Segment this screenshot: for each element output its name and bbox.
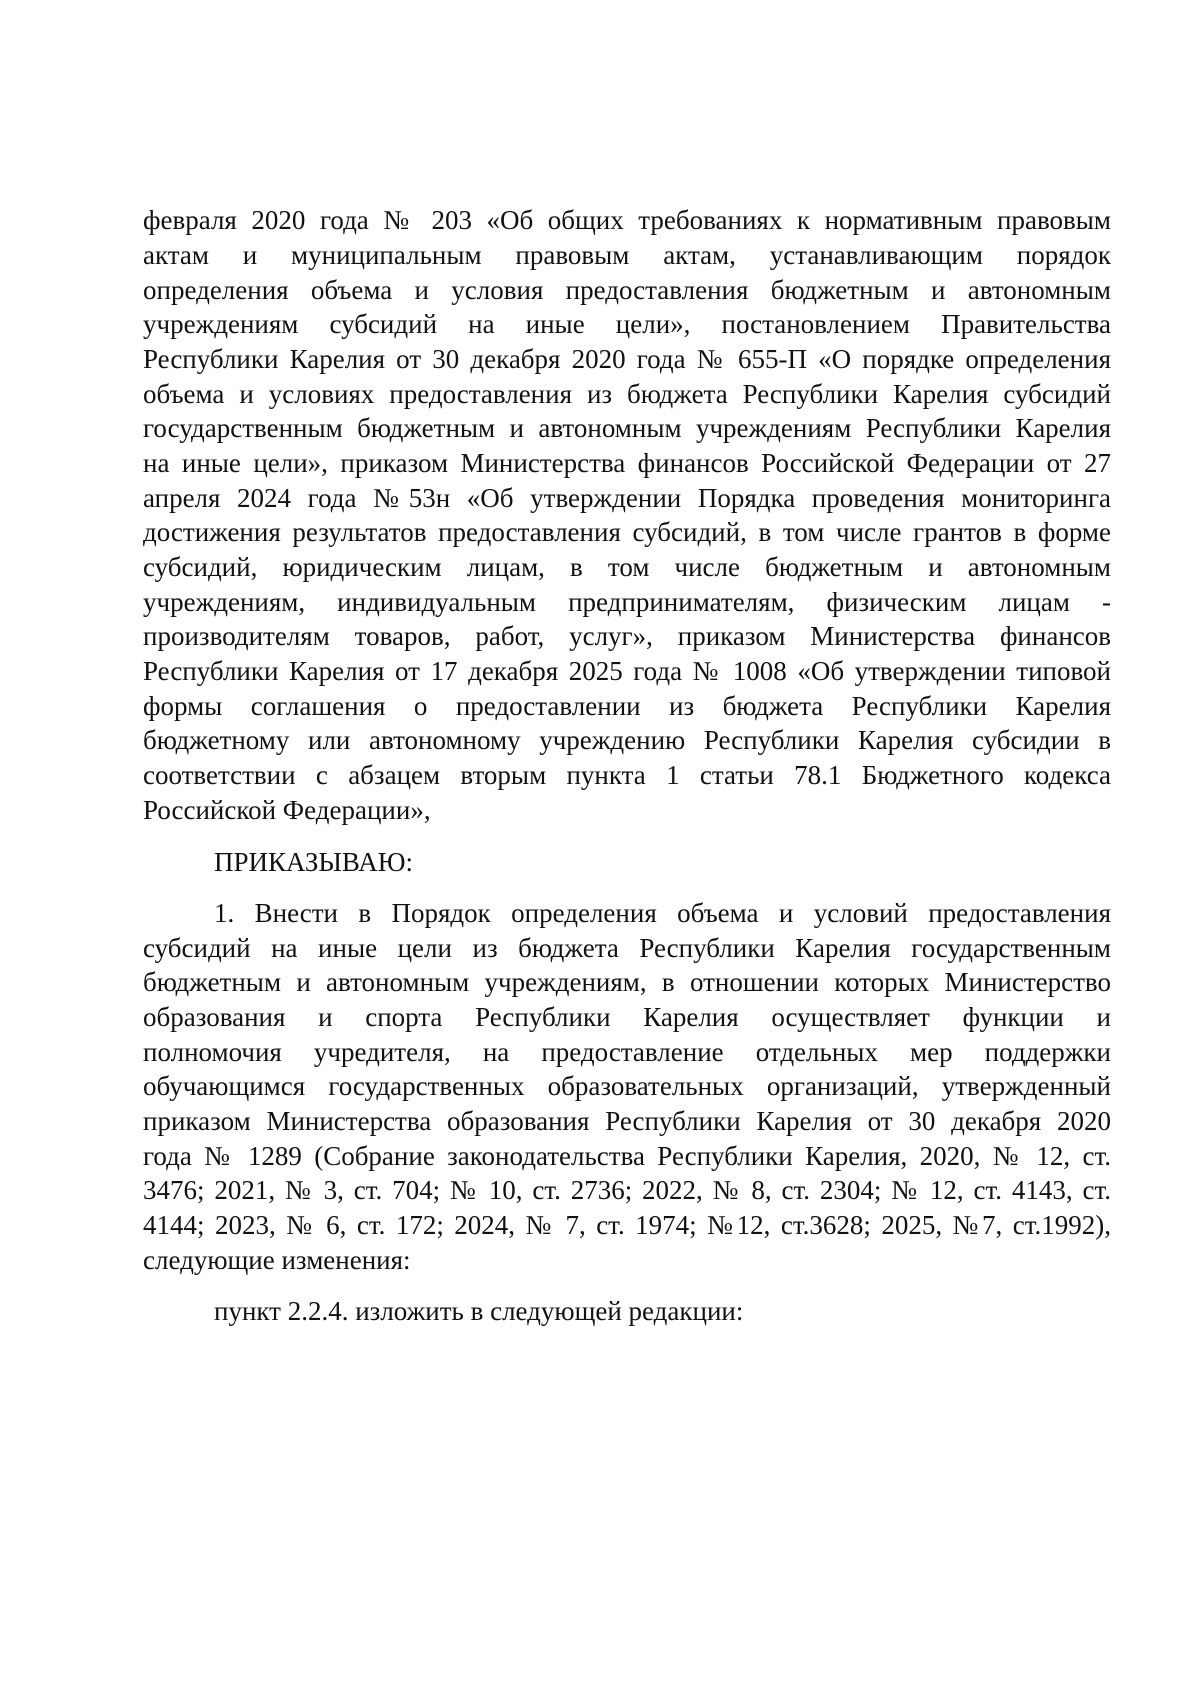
- text-line: актам и муниципальным правовым актам, устанавливающим порядок: [143, 240, 1111, 270]
- text-line: года № 1289 (Собрание законодательства Республики Карелия, 2020, № 12, ст.: [143, 1141, 1111, 1171]
- text-line: учреждениям, индивидуальным предпринимателям, физическим лицам -: [143, 587, 1111, 617]
- text-line: Российской Федерации»,: [143, 795, 431, 825]
- text-line: следующие изменения:: [143, 1245, 411, 1275]
- text-line: апреля 2024 года №53н «Об утверждении Порядка проведения мониторинга: [143, 483, 1111, 513]
- text-line: субсидий на иные цели из бюджета Республики Карелия государственным: [143, 933, 1111, 963]
- text-line: государственным бюджетным и автономным учреждениям Республики Карелия: [143, 413, 1111, 443]
- text-line: объема и условиях предоставления из бюджета Республики Карелия субсидий: [143, 379, 1111, 409]
- text-line: субсидий, юридическим лицам, в том числе бюджетным и автономным: [143, 552, 1111, 582]
- text-line: формы соглашения о предоставлении из бюджета Республики Карелия: [143, 691, 1111, 721]
- text-line: достижения результатов предоставления субсидий, в том числе грантов в форме: [143, 517, 1111, 547]
- text-line: полномочия учредителя, на предоставление отдельных мер поддержки: [143, 1037, 1111, 1067]
- order-heading: ПРИКАЗЫВАЮ:: [214, 847, 413, 877]
- text-line: соответствии с абзацем вторым пункта 1 статьи 78.1 Бюджетного кодекса: [143, 760, 1111, 790]
- text-line: на иные цели», приказом Министерства финансов Российской Федерации от 27: [143, 448, 1111, 478]
- text-line: учреждениям субсидий на иные цели», постановлением Правительства: [143, 309, 1111, 339]
- text-line: пункт 2.2.4. изложить в следующей редакции:: [214, 1296, 744, 1326]
- text-line: обучающимся государственных образовательных организаций, утвержденный: [143, 1071, 1111, 1101]
- text-line: 1. Внести в Порядок определения объема и условий предоставления: [214, 898, 1111, 928]
- text-line: февраля 2020 года № 203 «Об общих требованиях к нормативным правовым: [143, 205, 1111, 235]
- text-line: определения объема и условия предоставления бюджетным и автономным: [143, 275, 1111, 305]
- text-line: бюджетным и автономным учреждениям, в отношении которых Министерство: [143, 967, 1111, 997]
- text-line: 3476; 2021, № 3, ст. 704; № 10, ст. 2736; 2022, № 8, ст. 2304; № 12, ст. 4143, ст.: [143, 1175, 1111, 1205]
- text-line: образования и спорта Республики Карелия осуществляет функции и: [143, 1002, 1111, 1032]
- text-line: 4144; 2023, № 6, ст. 172; 2024, № 7, ст. 1974; №12, ст.3628; 2025, №7, ст.1992),: [143, 1210, 1111, 1240]
- text-line: Республики Карелия от 17 декабря 2025 года № 1008 «Об утверждении типовой: [143, 656, 1111, 686]
- text-line: производителям товаров, работ, услуг», приказом Министерства финансов: [143, 621, 1111, 651]
- text-line: бюджетному или автономному учреждению Республики Карелия субсидии в: [143, 725, 1111, 755]
- text-line: приказом Министерства образования Республики Карелия от 30 декабря 2020: [143, 1106, 1111, 1136]
- text-line: Республики Карелия от 30 декабря 2020 года № 655-П «О порядке определения: [143, 344, 1111, 374]
